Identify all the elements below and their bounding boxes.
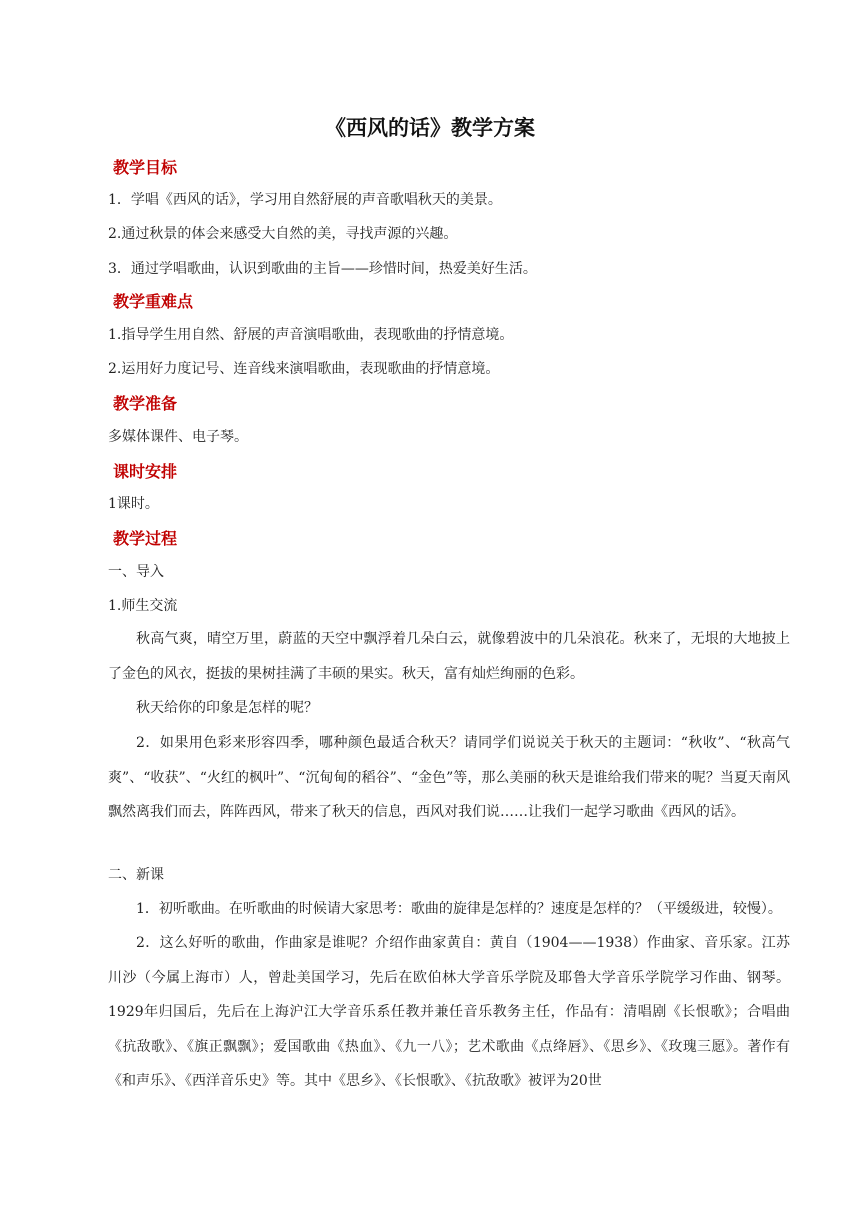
paragraph-autumn-description: 秋高气爽，晴空万里，蔚蓝的天空中飘浮着几朵白云，就像碧波中的几朵浪花。秋来了，无垠的大地披上了金色的风衣，挺拔的果树挂满了丰硕的果实。秋天，富有灿烂绚丽的色彩。	[108, 631, 790, 682]
paragraph-first-listen: 1．初听歌曲。在听歌曲的时候请大家思考：歌曲的旋律是怎样的？速度是怎样的？（平缓级进，较慢）。	[136, 901, 782, 917]
heading-key-points: 教学重难点	[113, 292, 194, 311]
heading-preparation: 教学准备	[113, 394, 178, 413]
objective-item-1: 1．学唱《西风的话》，学习用自然舒展的声音歌唱秋天的美景。	[108, 192, 502, 208]
schedule-text: 1课时。	[108, 496, 159, 512]
key-point-item-1: 1.指导学生用自然、舒展的声音演唱歌曲，表现歌曲的抒情意境。	[108, 327, 514, 343]
key-point-item-2: 2.运用好力度记号、连音线来演唱歌曲，表现歌曲的抒情意境。	[108, 361, 500, 377]
heading-process: 教学过程	[113, 529, 178, 548]
paragraph-autumn-colors: 2．如果用色彩来形容四季，哪种颜色最适合秋天？请同学们说说关于秋天的主题词：“秋收”、“秋高气爽”、“收获”、“火红的枫叶”、“沉甸甸的稻谷”、“金色”等，那么美丽的秋天是谁给我们带来的呢？当夏天南风飘然离我们而去，阵阵西风，带来了秋天的信息，西风对我们说……让我们一起学习歌曲《西风的话》。	[108, 735, 790, 820]
heading-schedule: 课时安排	[113, 462, 178, 481]
new-lesson-label: 二、新课	[108, 867, 164, 883]
document-title: 《西风的话》教学方案	[325, 116, 535, 140]
intro-label: 一、导入	[108, 564, 164, 580]
objective-item-2: 2.通过秋景的体会来感受大自然的美，寻找声源的兴趣。	[108, 226, 458, 242]
paragraph-composer-intro: 2．这么好听的歌曲，作曲家是谁呢？介绍作曲家黄自：黄自（1904——1938）作曲家、音乐家。江苏川沙（今属上海市）人，曾赴美国学习，先后在欧伯林大学音乐学院及耶鲁大学音乐学院学习作曲、钢琴。1929年归国后，先后在上海沪江大学音乐系任教并兼任音乐教务主任，作品有：清唱剧《长恨歌》；合唱曲《抗敌歌》、《旗正飘飘》；爱国歌曲《热血》、《九一八》；艺术歌曲《点绛唇》、《思乡》、《玫瑰三愿》。著作有《和声乐》、《西洋音乐史》等。其中《思乡》、《长恨歌》、《抗敌歌》被评为20世	[108, 935, 790, 1089]
heading-objectives: 教学目标	[113, 158, 178, 177]
objective-item-3: 3．通过学唱歌曲，认识到歌曲的主旨——珍惜时间，热爱美好生活。	[108, 261, 537, 277]
step1-label: 1.师生交流	[108, 598, 178, 614]
paragraph-autumn-question: 秋天给你的印象是怎样的呢？	[136, 700, 318, 716]
preparation-text: 多媒体课件、电子琴。	[108, 429, 248, 445]
